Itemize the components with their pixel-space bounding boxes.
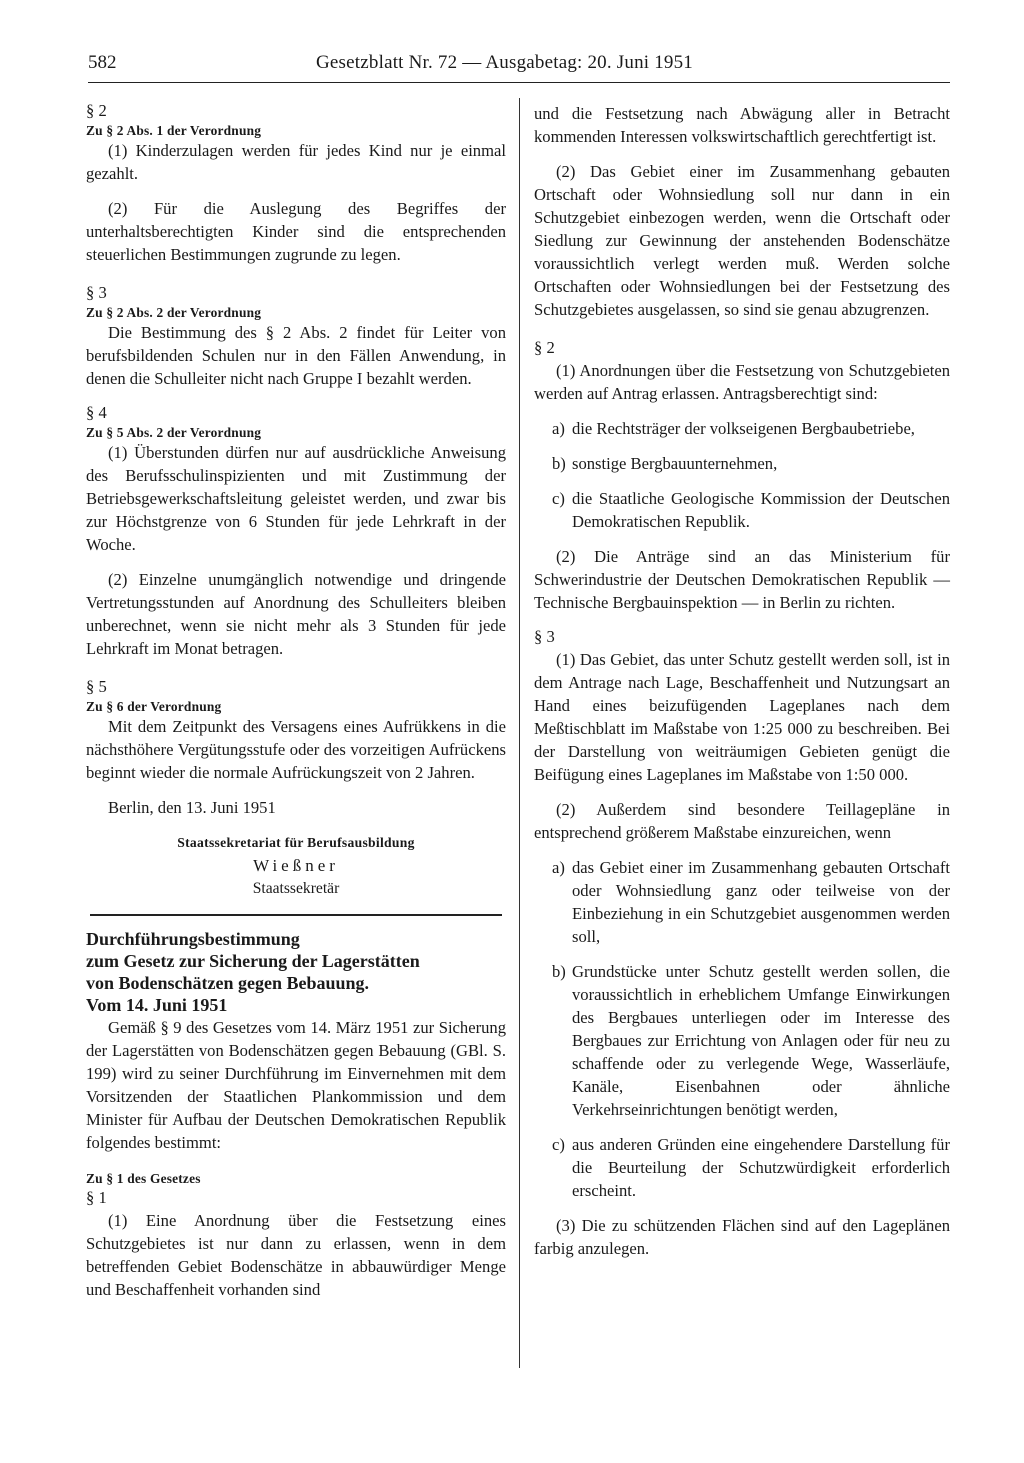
list-item-text: die Rechtsträger der volkseigenen Bergbaubetriebe, [572, 419, 915, 438]
list-item-text: Grundstücke unter Schutz gestellt werden sollen, die voraussichtlich in erheblichem Umfange Einwirkungen des Bergbaues unterliegen oder im Interesse des Bergbaues zur Errichtung von Anlagen oder für neu zu schaffende oder zu verlegende Wege, Wasserläufe, Kanäle, Eisenbahnen oder ähnliche Verkehrseinrichtungen benötigt werden, [572, 962, 950, 1119]
document-title-line-2: zum Gesetz zur Sicherung der Lagerstätten [86, 951, 420, 971]
right-column [534, 102, 950, 1260]
left-column [86, 100, 506, 1301]
signature-name: Wießner [253, 856, 339, 875]
paragraph: (1) Eine Anordnung über die Festsetzung eines Schutzgebietes ist nur dann zu erlassen, wenn in dem betreffenden Gebiet Bodenschätze in abbauwürdiger Menge und Beschaffenheit vorhanden sind [86, 1211, 506, 1299]
list-item-text: sonstige Bergbauunternehmen, [572, 454, 778, 473]
section-reference: Zu § 5 Abs. 2 der Verordnung [86, 425, 262, 440]
document-title-line-3: von Bodenschätzen gegen Bebauung. [86, 973, 370, 993]
section-reference: Zu § 2 Abs. 1 der Verordnung [86, 123, 262, 138]
section-separator [90, 914, 502, 916]
section-number: § 5 [86, 677, 107, 696]
list-item-label: a) [552, 419, 565, 438]
list-item [534, 1133, 950, 1202]
document-date: Vom 14. Juni 1951 [86, 995, 228, 1015]
section-reference: Zu § 6 der Verordnung [86, 699, 222, 714]
section-number: § 3 [534, 627, 555, 646]
paragraph: (2) Das Gebiet einer im Zusammenhang gebauten Ortschaft oder Wohnsiedlung soll nur dann in ein Schutzgebiet einbezogen werden, wenn die Ortschaft oder Siedlung zur Gewinnung der anstehenden Bodenschätze voraussichtlich verlegt werden muß. Werden solche Ortschaften oder Wohnsiedlungen bei der Festsetzung des Schutzgebietes ausgelassen, so sind sie genau abzugrenzen. [534, 162, 950, 319]
list-item-label: a) [552, 858, 565, 877]
list-item-label: b) [552, 962, 566, 981]
paragraph-continued: und die Festsetzung nach Abwägung aller in Betracht kommenden Interessen volkswirtschaftlich gerechtfertigt ist. [534, 104, 950, 146]
paragraph: (2) Außerdem sind besondere Teillagepläne in entsprechend größerem Maßstabe einzureichen, wenn [534, 800, 950, 842]
list-item [534, 960, 950, 1121]
list-item-text: die Staatliche Geologische Kommission der Deutschen Demokratischen Republik. [572, 489, 950, 531]
preamble: Gemäß § 9 des Gesetzes vom 14. März 1951 zur Sicherung der Lagerstätten von Bodenschätzen gegen Bebauung (GBl. S. 199) wird zu seiner Durchführung im Einvernehmen mit dem Vorsitzenden der Staatlichen Plankommission und dem Minister für Aufbau der Deutschen Demokratischen Republik folgendes bestimmt: [86, 1018, 506, 1152]
list-item [534, 856, 950, 948]
list-item [534, 487, 950, 533]
list-item-label: b) [552, 454, 566, 473]
column-divider [519, 98, 520, 1368]
signature-office: Staatssekretariat für Berufsausbildung [177, 835, 415, 850]
paragraph: (2) Einzelne unumgänglich notwendige und dringende Vertretungsstunden auf Anordnung des Schulleiters bleiben unberechnet, wenn sie nicht mehr als 3 Stunden für jede Lehrkraft im Monat betragen. [86, 570, 506, 658]
list-item-text: aus anderen Gründen eine eingehendere Darstellung für die Beurteilung der Schutzwürdigkeit erforderlich erscheint. [572, 1135, 950, 1200]
list-item [534, 452, 950, 475]
section-number: § 2 [534, 338, 555, 357]
list-item-label: c) [552, 489, 565, 508]
paragraph: (1) Überstunden dürfen nur auf ausdrückliche Anweisung des Berufsschulinspizienten und mit Zustimmung der Betriebsgewerkschaftsleitung geleistet werden, und zwar bis zur Höchstgrenze von 6 Stunden für jede Lehrkraft in der Woche. [86, 443, 506, 554]
paragraph: (2) Für die Auslegung des Begriffes der unterhaltsberechtigten Kinder sind die entsprechenden steuerlichen Bestimmungen zugrunde zu legen. [86, 199, 506, 264]
section-number: § 3 [86, 283, 107, 302]
document-title-line-1: Durchführungsbestimmung [86, 929, 300, 949]
header-title: Gesetzblatt Nr. 72 — Ausgabetag: 20. Juni 1951 [316, 52, 694, 73]
law-reference: Zu § 1 des Gesetzes [86, 1171, 201, 1186]
paragraph: Mit dem Zeitpunkt des Versagens eines Aufrükkens in die nächsthöhere Vergütungsstufe oder des vorzeitigen Aufrückens beginnt wieder die normale Aufrückungszeit von 2 Jahren. [86, 717, 506, 782]
paragraph: (1) Anordnungen über die Festsetzung von Schutzgebieten werden auf Antrag erlassen. Antragsberechtigt sind: [534, 361, 950, 403]
page-number: 582 [88, 52, 117, 73]
section-number: § 1 [86, 1188, 107, 1207]
paragraph: (3) Die zu schützenden Flächen sind auf den Lageplänen farbig anzulegen. [534, 1216, 950, 1258]
page-header [88, 50, 950, 83]
section-reference: Zu § 2 Abs. 2 der Verordnung [86, 305, 262, 320]
place-date: Berlin, den 13. Juni 1951 [108, 798, 276, 817]
signature-role: Staatssekretär [252, 880, 340, 897]
paragraph: Die Bestimmung des § 2 Abs. 2 findet für Leiter von berufsbildenden Schulen nur in den Fällen Anwendung, in denen die Schulleiter nicht nach Gruppe I bezahlt werden. [86, 323, 506, 388]
paragraph: (1) Das Gebiet, das unter Schutz gestellt werden soll, ist in dem Antrage nach Lage, Beschaffenheit und Nutzungsart an Hand eines beizufügenden Lageplanes nach dem Meßtischblatt im Maßstabe von 1:25 000 zu beschreiben. Bei der Darstellung von weiträumigen Gebieten genügt die Beifügung eines Lageplanes im Maßstabe von 1:50 000. [534, 650, 950, 784]
section-number: § 2 [86, 101, 107, 120]
list-item-label: c) [552, 1135, 565, 1154]
paragraph: (2) Die Anträge sind an das Ministerium für Schwerindustrie der Deutschen Demokratischen Republik — Technische Bergbauinspektion — in Berlin zu richten. [534, 547, 950, 612]
section-number: § 4 [86, 403, 107, 422]
paragraph: (1) Kinderzulagen werden für jedes Kind nur je einmal gezahlt. [86, 141, 506, 183]
list-item [534, 417, 950, 440]
list-item-text: das Gebiet einer im Zusammenhang gebauten Ortschaft oder Wohnsiedlung ganz oder teilweise von der Einbeziehung in ein Schutzgebiet ausgenommen werden soll, [572, 858, 950, 946]
